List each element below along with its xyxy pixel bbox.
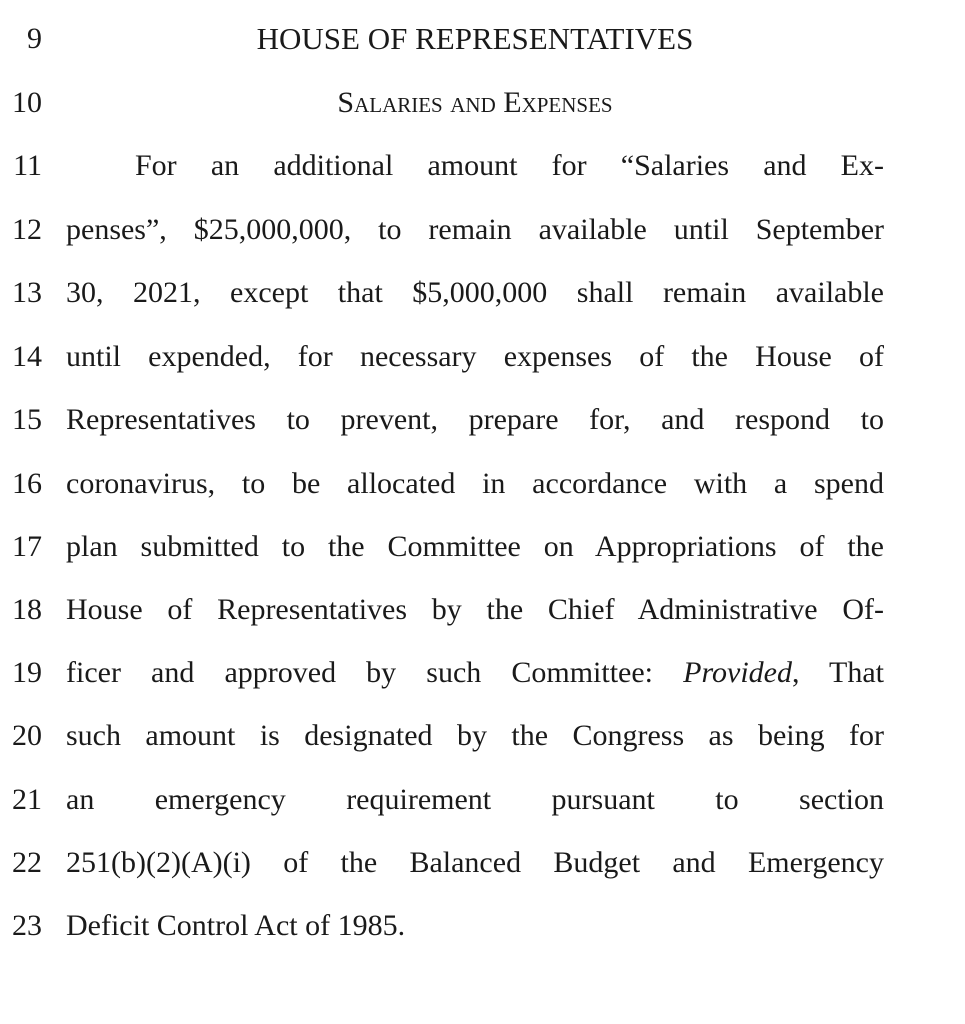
line-text: until expended, for necessary expenses of the House of: [66, 340, 884, 373]
line-11: [0, 146, 965, 186]
proviso-keyword: Provided: [683, 656, 792, 689]
line-text: such amount is designated by the Congress as being for: [66, 719, 884, 752]
line-number: 19: [12, 656, 42, 689]
line-text: penses”, $25,000,000, to remain available until September: [66, 213, 884, 246]
line-23: [0, 906, 965, 946]
line-text-part: ficer and approved by such Committee:: [66, 656, 654, 689]
line-22: [0, 843, 965, 883]
line-number: 10: [12, 86, 42, 119]
line-number: 13: [12, 276, 42, 309]
subsection-heading: Salaries and Expenses: [337, 86, 613, 119]
line-number: 12: [12, 213, 42, 246]
line-text: coronavirus, to be allocated in accordance with a spend: [66, 467, 884, 500]
line-number: 11: [13, 149, 42, 182]
line-number: 23: [12, 909, 42, 942]
line-text: Representatives to prevent, prepare for, and respond to: [66, 403, 884, 436]
line-number: 15: [12, 403, 42, 436]
line-text: [66, 653, 884, 693]
line-number: 17: [12, 530, 42, 563]
line-9: [0, 19, 965, 59]
line-number: 20: [12, 719, 42, 752]
line-number: 16: [12, 467, 42, 500]
line-text: an emergency requirement pursuant to section: [66, 783, 884, 816]
line-text: Deficit Control Act of 1985.: [66, 909, 406, 942]
line-15: [0, 400, 965, 440]
line-10: [0, 83, 965, 123]
line-12: [0, 210, 965, 250]
line-text-part: , That: [791, 656, 885, 689]
line-number: 21: [12, 783, 42, 816]
line-16: [0, 464, 965, 504]
line-number: 9: [27, 22, 42, 55]
line-number: 22: [12, 846, 42, 879]
line-text: plan submitted to the Committee on Appropriations of the: [66, 530, 884, 563]
line-21: [0, 780, 965, 820]
line-number: 18: [12, 593, 42, 626]
line-number: 14: [12, 340, 42, 373]
line-20: [0, 716, 965, 756]
line-text: 251(b)(2)(A)(i) of the Balanced Budget and Emergency: [66, 846, 884, 879]
section-heading: HOUSE OF REPRESENTATIVES: [256, 21, 694, 56]
line-18: [0, 590, 965, 630]
line-13: [0, 273, 965, 313]
line-17: [0, 527, 965, 567]
line-14: [0, 337, 965, 377]
line-text: For an additional amount for “Salaries and Ex-: [135, 149, 884, 182]
line-text: House of Representatives by the Chief Administrative Of-: [66, 593, 884, 626]
line-text: 30, 2021, except that $5,000,000 shall remain available: [66, 276, 884, 309]
line-19: [0, 653, 965, 693]
